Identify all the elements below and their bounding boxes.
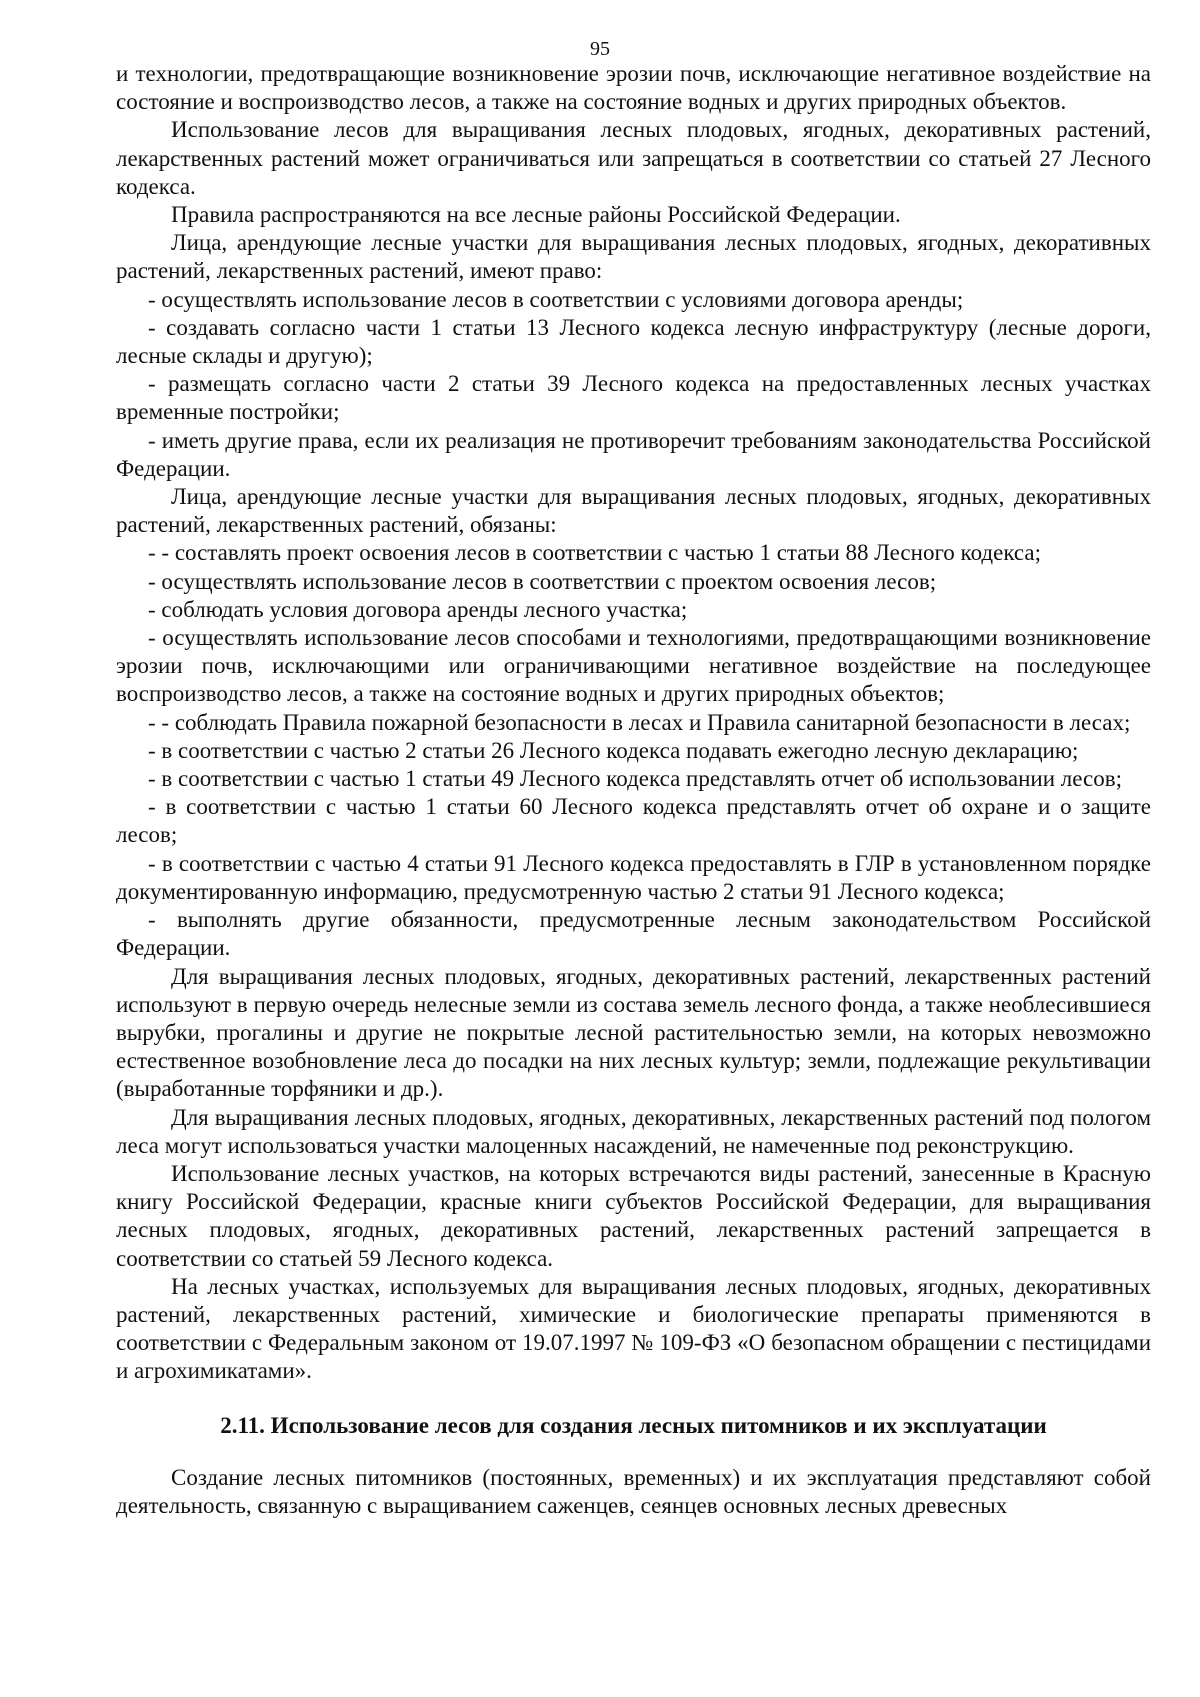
list-item: - выполнять другие обязанности, предусмотренные лесным законодательством Российской Федерации. — [116, 907, 1151, 961]
paragraph: Для выращивания лесных плодовых, ягодных, декоративных, лекарственных растений под пологом леса могут использоваться участки малоценных насаждений, не намеченные под реконструкцию. — [116, 1104, 1151, 1158]
paragraph: На лесных участках, используемых для выращивания лесных плодовых, ягодных, декоративных растений, лекарственных растений, химические и биологические препараты применяются в соответствии с Федеральным законом от 19.07.1997 № 109-ФЗ «О безопасном обращении с пестицидами и агрохимикатами». — [116, 1273, 1151, 1384]
list-item: - создавать согласно части 1 статьи 13 Лесного кодекса лесную инфраструктуру (лесные дороги, лесные склады и другую); — [116, 314, 1151, 369]
list-item: - соблюдать условия договора аренды лесного участка; — [148, 596, 688, 622]
list-item: - осуществлять использование лесов способами и технологиями, предотвращающими возникновение эрозии почв, исключающими или ограничивающими негативное воздействие на последующее воспроизводство лесов, а также на состояние водных и других природных объектов; — [116, 625, 1151, 707]
list-item: - в соответствии с частью 1 статьи 49 Лесного кодекса представлять отчет об использовании лесов; — [148, 766, 1122, 792]
paragraph: Создание лесных питомников (постоянных, временных) и их эксплуатация представляют собой деятельность, связанную с выращиванием саженцев, сеянцев основных лесных древесных — [116, 1464, 1151, 1518]
paragraph: Для выращивания лесных плодовых, ягодных, декоративных растений, лекарственных растений используют в первую очередь нелесные земли из состава земель лесного фонда, а также необлесившиеся вырубки, прогалины и другие не покрытые лесной растительностью земли, на которых невозможно естественное возобновление леса до посадки на них лесных культур; земли, подлежащие рекультивации (выработанные торфяники и др.). — [116, 963, 1151, 1102]
page-number: 95 — [590, 38, 610, 60]
list-item: - - составлять проект освоения лесов в соответствии с частью 1 статьи 88 Лесного кодекса; — [148, 540, 1042, 566]
list-item: - в соответствии с частью 4 статьи 91 Лесного кодекса предоставлять в ГЛР в установленном порядке документированную информацию, предусмотренную частью 2 статьи 91 Лесного кодекса; — [116, 850, 1151, 904]
document-body — [116, 60, 1151, 1520]
paragraph: Правила распространяются на все лесные районы Российской Федерации. — [171, 202, 901, 228]
paragraph: Лица, арендующие лесные участки для выращивания лесных плодовых, ягодных, декоративных растений, лекарственных растений, имеют право: — [116, 230, 1151, 284]
paragraphs-after-heading — [116, 1464, 1151, 1520]
list-item: - осуществлять использование лесов в соответствии с условиями договора аренды; — [148, 286, 964, 312]
list-item: - осуществлять использование лесов в соответствии с проектом освоения лесов; — [148, 568, 937, 594]
paragraph: Лица, арендующие лесные участки для выращивания лесных плодовых, ягодных, декоративных растений, лекарственных растений, обязаны: — [116, 484, 1151, 538]
list-item: - в соответствии с частью 2 статьи 26 Лесного кодекса подавать ежегодно лесную декларацию; — [148, 737, 1079, 763]
paragraph: и технологии, предотвращающие возникновение эрозии почв, исключающие негативное воздействие на состояние и воспроизводство лесов, а также на состояние водных и других природных объектов. — [116, 61, 1151, 115]
paragraph: Использование лесов для выращивания лесных плодовых, ягодных, декоративных растений, лекарственных растений может ограничиваться или запрещаться в соответствии со статьей 27 Лесного кодекса. — [116, 117, 1151, 199]
list-item: - иметь другие права, если их реализация не противоречит требованиям законодательства Российской Федерации. — [116, 427, 1151, 481]
list-item: - размещать согласно части 2 статьи 39 Лесного кодекса на предоставленных лесных участках временные постройки; — [116, 371, 1151, 425]
section-heading: 2.11. Использование лесов для создания лесных питомников и их эксплуатации — [220, 1412, 1047, 1438]
paragraphs-before-heading — [116, 60, 1151, 1386]
list-item: - - соблюдать Правила пожарной безопасности в лесах и Правила санитарной безопасности в лесах; — [148, 709, 1131, 735]
paragraph: Использование лесных участков, на которых встречаются виды растений, занесенные в Красную книгу Российской Федерации, красные книги субъектов Российской Федерации, для выращивания лесных плодовых, ягодных, декоративных растений, лекарственных растений запрещается в соответствии со статьей 59 Лесного кодекса. — [116, 1160, 1151, 1271]
list-item: - в соответствии с частью 1 статьи 60 Лесного кодекса представлять отчет об охране и о защите лесов; — [116, 794, 1151, 848]
